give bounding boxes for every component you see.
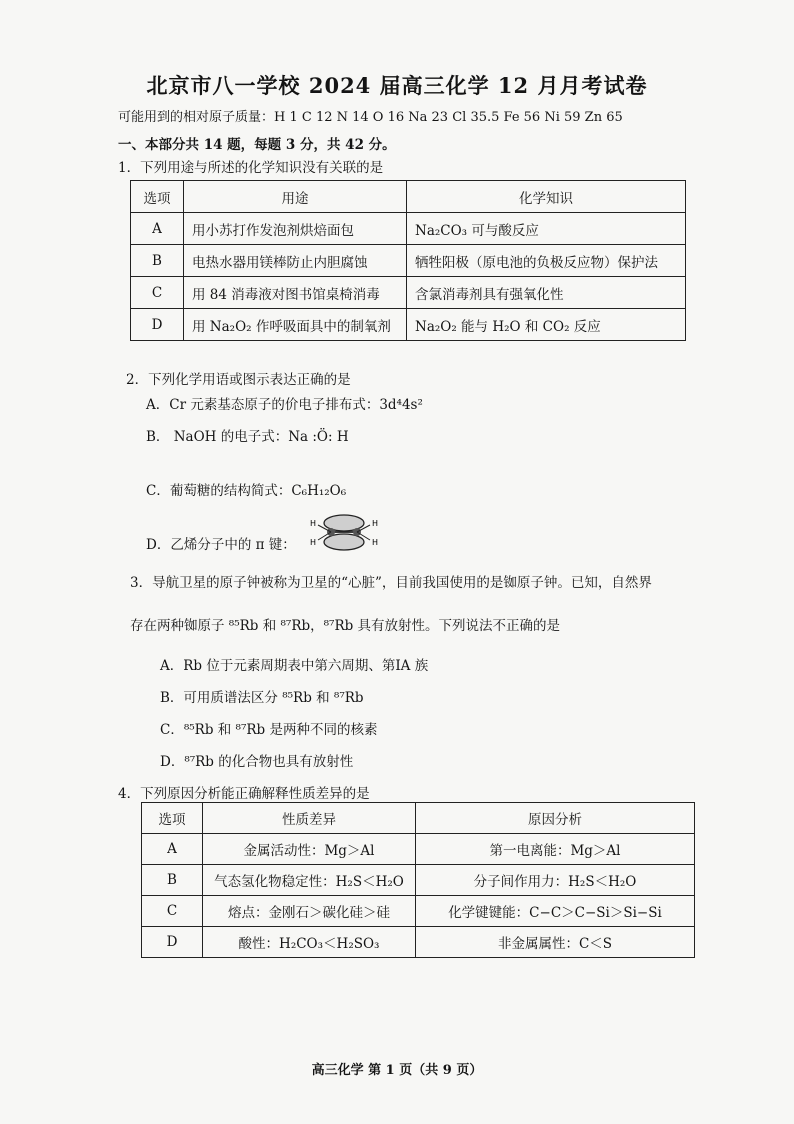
table-row xyxy=(142,927,695,958)
use-cell: 用 84 消毒液对图书馆桌椅消毒 xyxy=(184,277,407,309)
hydrogen-label: H xyxy=(310,538,317,547)
property-cell: 气态氢化物稳定性：H₂S＜H₂O xyxy=(203,865,416,896)
question-3-stem-2: 存在两种铷原子 ⁸⁵Rb 和 ⁸⁷Rb，⁸⁷Rb 具有放射性。下列说法不正确的是 xyxy=(130,618,561,634)
option-letter: A xyxy=(131,213,184,245)
option-letter: B xyxy=(131,245,184,277)
hydrogen-label: H xyxy=(310,519,317,528)
section-heading: 一、本部分共 14 题，每题 3 分，共 42 分。 xyxy=(118,137,396,153)
reason-cell: 分子间作用力：H₂S＜H₂O xyxy=(416,865,695,896)
table-row xyxy=(131,245,686,277)
question-4-table xyxy=(141,802,695,958)
table-row xyxy=(142,896,695,927)
reason-cell: 化学键键能：C−C＞C−Si＞Si−Si xyxy=(416,896,695,927)
property-cell: 熔点：金刚石＞碳化硅＞硅 xyxy=(203,896,416,927)
use-cell: 电热水器用镁棒防止内胆腐蚀 xyxy=(184,245,407,277)
page-footer: 高三化学 第 1 页（共 9 页） xyxy=(311,1063,483,1078)
question-3-stem-1: 3．导航卫星的原子钟被称为卫星的“心脏”，目前我国使用的是铷原子钟。已知，自然界 xyxy=(130,575,652,591)
option-letter: C xyxy=(142,896,203,927)
table-header: 用途 xyxy=(184,181,407,213)
use-cell: 用 Na₂O₂ 作呼吸面具中的制氧剂 xyxy=(184,309,407,341)
table-row xyxy=(131,277,686,309)
use-cell: 用小苏打作发泡剂烘焙面包 xyxy=(184,213,407,245)
question-3-option-c: C．⁸⁵Rb 和 ⁸⁷Rb 是两种不同的核素 xyxy=(160,722,378,738)
property-cell: 金属活动性：Mg＞Al xyxy=(203,834,416,865)
question-2-stem: 2．下列化学用语或图示表达正确的是 xyxy=(126,372,351,388)
hydrogen-label: H xyxy=(372,538,379,547)
table-header-row xyxy=(142,803,695,834)
atomic-masses: 可能用到的相对原子质量：H 1 C 12 N 14 O 16 Na 23 Cl 35.5 Fe 56 Ni 59 Zn 65 xyxy=(118,110,623,125)
table-row xyxy=(142,834,695,865)
question-1-table xyxy=(130,180,686,341)
reason-cell: 第一电离能：Mg＞Al xyxy=(416,834,695,865)
reason-cell: 非金属属性：C＜S xyxy=(416,927,695,958)
question-1-stem: 1．下列用途与所述的化学知识没有关联的是 xyxy=(118,160,384,176)
knowledge-cell: Na₂CO₃ 可与酸反应 xyxy=(407,213,686,245)
table-header: 原因分析 xyxy=(416,803,695,834)
pi-bond-diagram xyxy=(310,511,382,555)
option-letter: D xyxy=(142,927,203,958)
question-3-option-b: B．可用质谱法区分 ⁸⁵Rb 和 ⁸⁷Rb xyxy=(160,690,364,706)
knowledge-cell: 含氯消毒剂具有强氧化性 xyxy=(407,277,686,309)
table-header-row xyxy=(131,181,686,213)
question-2-option-b xyxy=(146,425,349,445)
table-header: 选项 xyxy=(131,181,184,213)
electron-formula: Na :Ö: H xyxy=(288,429,349,445)
table-row xyxy=(131,213,686,245)
table-row xyxy=(142,865,695,896)
table-header: 化学知识 xyxy=(407,181,686,213)
property-cell: 酸性：H₂CO₃＜H₂SO₃ xyxy=(203,927,416,958)
page-title: 北京市八一学校 2024 届高三化学 12 月月考试卷 xyxy=(146,73,648,98)
table-header: 选项 xyxy=(142,803,203,834)
option-letter: B xyxy=(142,865,203,896)
question-4-stem: 4．下列原因分析能正确解释性质差异的是 xyxy=(118,786,370,802)
option-letter: D xyxy=(131,309,184,341)
question-3-option-d: D．⁸⁷Rb 的化合物也具有放射性 xyxy=(160,754,354,770)
table-header: 性质差异 xyxy=(203,803,416,834)
option-b-text: B． NaOH 的电子式： xyxy=(146,429,289,445)
knowledge-cell: 牺牲阳极（原电池的负极反应物）保护法 xyxy=(407,245,686,277)
pi-lobe-bottom xyxy=(324,534,364,550)
table-row xyxy=(131,309,686,341)
knowledge-cell: Na₂O₂ 能与 H₂O 和 CO₂ 反应 xyxy=(407,309,686,341)
option-letter: C xyxy=(131,277,184,309)
question-2-option-a: A．Cr 元素基态原子的价电子排布式：3d⁴4s² xyxy=(146,397,423,413)
question-2-option-c: C．葡萄糖的结构简式：C₆H₁₂O₆ xyxy=(146,483,347,499)
hydrogen-label: H xyxy=(372,519,379,528)
option-letter: A xyxy=(142,834,203,865)
question-2-option-d: D．乙烯分子中的 π 键： xyxy=(146,537,296,553)
question-3-option-a: A．Rb 位于元素周期表中第六周期、第ⅠA 族 xyxy=(160,658,429,674)
